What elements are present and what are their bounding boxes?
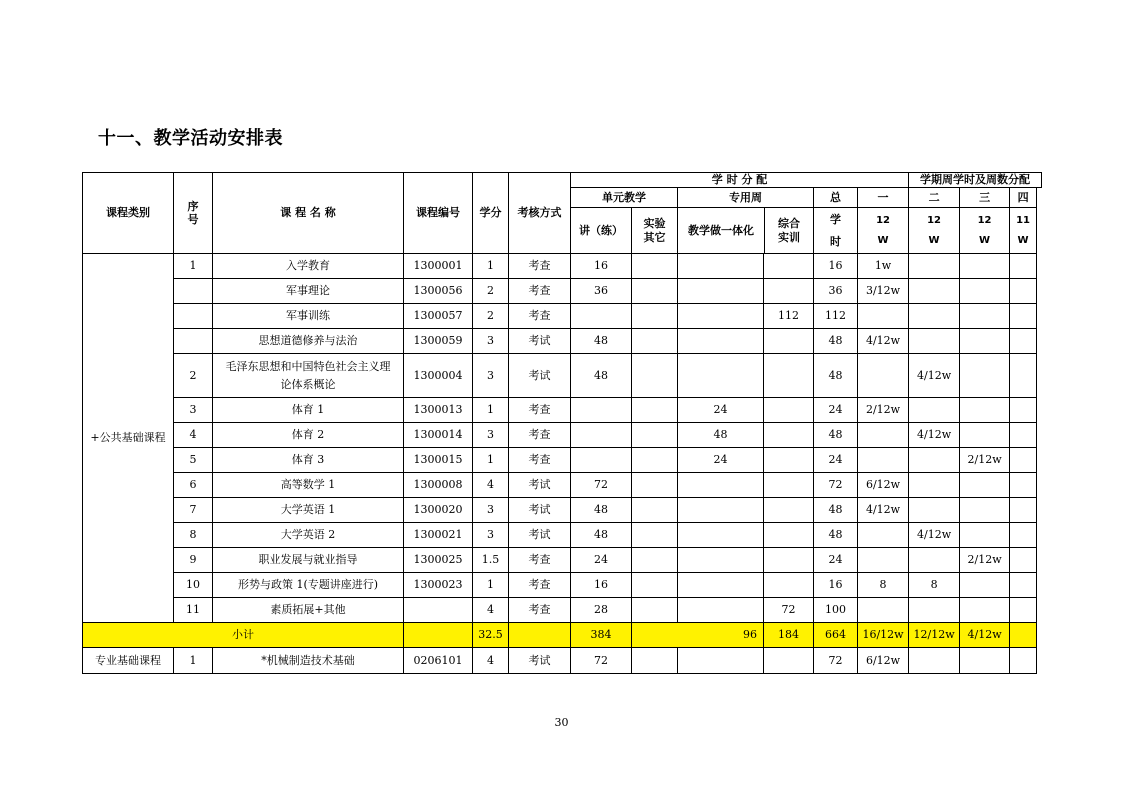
cell-total: 16 — [814, 573, 858, 598]
header-weeks-1: 12 W — [858, 208, 909, 254]
cell-sem2: 4/12w — [909, 354, 960, 398]
cell-credit: 4 — [473, 648, 509, 674]
cell-credit: 3 — [473, 498, 509, 523]
cell-exam: 考查 — [509, 279, 571, 304]
cell-code: 1300057 — [404, 304, 473, 329]
cell-sem4 — [1010, 473, 1037, 498]
cell-sem1: 6/12w — [858, 473, 909, 498]
cell-lecture: 16 — [571, 573, 632, 598]
cell-comp — [764, 498, 814, 523]
cell-credit: 3 — [473, 423, 509, 448]
cell-sem2 — [909, 598, 960, 623]
cell-sem3 — [960, 648, 1010, 674]
cell-credit: 1 — [473, 254, 509, 279]
subtotal-sem4 — [1010, 623, 1037, 648]
cell-seq — [174, 304, 213, 329]
cell-lecture: 72 — [571, 473, 632, 498]
cell-sem4 — [1010, 398, 1037, 423]
cell-sem4 — [1010, 254, 1037, 279]
cell-lab — [632, 423, 678, 448]
header-special-week: 专用周 — [678, 188, 814, 208]
cell-integrated — [678, 329, 764, 354]
cell-credit: 1.5 — [473, 548, 509, 573]
header-integrated: 教学做一体化 — [678, 208, 765, 253]
cell-exam: 考试 — [509, 523, 571, 548]
cell-sem1 — [858, 548, 909, 573]
cell-sem1 — [858, 448, 909, 473]
cell-seq: 9 — [174, 548, 213, 573]
cell-sem2 — [909, 398, 960, 423]
cell-credit: 3 — [473, 523, 509, 548]
subtotal-sem3: 4/12w — [960, 623, 1010, 648]
cell-total: 48 — [814, 329, 858, 354]
cell-code: 1300025 — [404, 548, 473, 573]
cell-comp — [764, 423, 814, 448]
cell-sem4 — [1010, 598, 1037, 623]
cell-sem1: 8 — [858, 573, 909, 598]
cell-lab — [632, 279, 678, 304]
cell-sem4 — [1010, 548, 1037, 573]
header-total-top: 总 — [814, 188, 858, 208]
cell-lab — [632, 598, 678, 623]
cell-comp — [764, 448, 814, 473]
cell-name: 体育 2 — [213, 423, 404, 448]
cell-seq: 1 — [174, 254, 213, 279]
cell-exam: 考试 — [509, 329, 571, 354]
cell-integrated: 24 — [678, 448, 764, 473]
cell-name: 军事训练 — [213, 304, 404, 329]
cell-comp — [764, 648, 814, 674]
cell-comp — [764, 473, 814, 498]
cell-sem1 — [858, 354, 909, 398]
cell-exam: 考查 — [509, 398, 571, 423]
cell-sem2 — [909, 304, 960, 329]
header-seq: 序 号 — [174, 173, 213, 254]
cell-name: 高等数学 1 — [213, 473, 404, 498]
table-row — [83, 598, 1042, 623]
cell-exam: 考查 — [509, 254, 571, 279]
page-title: 十一、教学活动安排表 — [98, 128, 283, 149]
subtotal-credit: 32.5 — [473, 623, 509, 648]
cell-sem3 — [960, 598, 1010, 623]
cell-lab — [632, 523, 678, 548]
cell-sem1 — [858, 304, 909, 329]
cell-credit: 4 — [473, 473, 509, 498]
cell-integrated — [678, 254, 764, 279]
cell-sem3 — [960, 423, 1010, 448]
cell-comp — [764, 573, 814, 598]
cell-code: 1300015 — [404, 448, 473, 473]
cell-credit: 3 — [473, 329, 509, 354]
cell-code: 1300013 — [404, 398, 473, 423]
cell-sem4 — [1010, 423, 1037, 448]
table-row — [83, 648, 1042, 674]
cell-sem4 — [1010, 279, 1037, 304]
subtotal-exam — [509, 623, 571, 648]
cell-comp: 112 — [764, 304, 814, 329]
header-sem4: 四 — [1010, 188, 1037, 208]
table-row — [83, 573, 1042, 598]
subtotal-lecture: 384 — [571, 623, 632, 648]
cell-lecture — [571, 448, 632, 473]
cell-seq — [174, 279, 213, 304]
cell-comp: 72 — [764, 598, 814, 623]
header-credit: 学分 — [473, 173, 509, 254]
cell-seq: 4 — [174, 423, 213, 448]
cell-credit: 1 — [473, 448, 509, 473]
cell-integrated — [678, 498, 764, 523]
cell-sem4 — [1010, 648, 1037, 674]
cell-lab — [632, 448, 678, 473]
subtotal-total: 664 — [814, 623, 858, 648]
header-sem1: 一 — [858, 188, 909, 208]
cell-exam: 考查 — [509, 448, 571, 473]
cell-lecture: 28 — [571, 598, 632, 623]
cell-sem1 — [858, 523, 909, 548]
cell-credit: 2 — [473, 279, 509, 304]
cell-sem3: 2/12w — [960, 448, 1010, 473]
cell-exam: 考查 — [509, 573, 571, 598]
cell-name: 毛泽东思想和中国特色社会主义理 论体系概论 — [213, 354, 404, 398]
cell-seq: 1 — [174, 648, 213, 674]
cell-sem2 — [909, 279, 960, 304]
cell-sem1: 4/12w — [858, 329, 909, 354]
cell-sem4 — [1010, 498, 1037, 523]
cell-seq: 8 — [174, 523, 213, 548]
subtotal-integrated: 96 — [632, 623, 764, 648]
cell-code: 1300059 — [404, 329, 473, 354]
cell-sem3 — [960, 354, 1010, 398]
cell-name: *机械制造技术基础 — [213, 648, 404, 674]
header-integrated-comp — [678, 208, 814, 254]
cell-code: 1300004 — [404, 354, 473, 398]
table-row — [83, 354, 1042, 398]
cell-code: 1300056 — [404, 279, 473, 304]
cell-sem3: 2/12w — [960, 548, 1010, 573]
cell-sem1: 3/12w — [858, 279, 909, 304]
cell-lecture — [571, 304, 632, 329]
cell-lab — [632, 573, 678, 598]
cell-lecture: 36 — [571, 279, 632, 304]
cell-name: 思想道德修养与法治 — [213, 329, 404, 354]
cell-sem3 — [960, 398, 1010, 423]
cell-lab — [632, 329, 678, 354]
cell-total: 36 — [814, 279, 858, 304]
cell-sem4 — [1010, 573, 1037, 598]
table-row — [83, 523, 1042, 548]
cell-name: 职业发展与就业指导 — [213, 548, 404, 573]
table-row — [83, 254, 1042, 279]
cell-sem3 — [960, 279, 1010, 304]
cell-sem2 — [909, 448, 960, 473]
cell-lab — [632, 548, 678, 573]
cell-credit: 4 — [473, 598, 509, 623]
cell-comp — [764, 254, 814, 279]
cell-sem1 — [858, 423, 909, 448]
cell-name: 形势与政策 1(专题讲座进行) — [213, 573, 404, 598]
cell-code: 1300001 — [404, 254, 473, 279]
cell-sem3 — [960, 304, 1010, 329]
category-public-basic: +公共基础课程 — [83, 254, 174, 623]
cell-integrated — [678, 548, 764, 573]
cell-integrated — [678, 279, 764, 304]
cell-name: 体育 3 — [213, 448, 404, 473]
cell-integrated — [678, 354, 764, 398]
cell-exam: 考查 — [509, 304, 571, 329]
cell-integrated — [678, 598, 764, 623]
cell-credit: 1 — [473, 573, 509, 598]
header-lecture: 讲（练） — [571, 208, 632, 254]
cell-exam: 考查 — [509, 548, 571, 573]
cell-name: 军事理论 — [213, 279, 404, 304]
header-sem3: 三 — [960, 188, 1010, 208]
cell-name: 大学英语 1 — [213, 498, 404, 523]
subtotal-label: 小计 — [83, 623, 404, 648]
cell-sem3 — [960, 329, 1010, 354]
header-total: 学 时 — [814, 208, 858, 254]
cell-name: 体育 1 — [213, 398, 404, 423]
cell-sem3 — [960, 254, 1010, 279]
cell-sem3 — [960, 573, 1010, 598]
cell-lab — [632, 648, 678, 674]
cell-integrated — [678, 523, 764, 548]
header-unit-teaching: 单元教学 — [571, 188, 678, 208]
cell-lecture — [571, 398, 632, 423]
cell-sem2 — [909, 254, 960, 279]
cell-lecture: 72 — [571, 648, 632, 674]
cell-sem2: 4/12w — [909, 423, 960, 448]
header-weeks-2: 12 W — [909, 208, 960, 254]
table-row — [83, 548, 1042, 573]
cell-comp — [764, 548, 814, 573]
cell-sem1: 1w — [858, 254, 909, 279]
subtotal-row — [83, 623, 1042, 648]
cell-sem3 — [960, 498, 1010, 523]
cell-sem4 — [1010, 354, 1037, 398]
header-exam: 考核方式 — [509, 173, 571, 254]
cell-lecture: 48 — [571, 329, 632, 354]
header-weeks-4: 11 W — [1010, 208, 1037, 254]
cell-code: 1300021 — [404, 523, 473, 548]
cell-lab — [632, 398, 678, 423]
cell-lecture: 16 — [571, 254, 632, 279]
cell-name: 入学教育 — [213, 254, 404, 279]
cell-sem4 — [1010, 304, 1037, 329]
cell-name: 素质拓展+其他 — [213, 598, 404, 623]
cell-lecture: 48 — [571, 354, 632, 398]
cell-seq: 5 — [174, 448, 213, 473]
cell-sem2: 8 — [909, 573, 960, 598]
category-professional-basic: 专业基础课程 — [83, 648, 174, 674]
cell-code — [404, 598, 473, 623]
cell-seq: 7 — [174, 498, 213, 523]
cell-lab — [632, 498, 678, 523]
cell-sem2 — [909, 498, 960, 523]
cell-total: 48 — [814, 498, 858, 523]
cell-sem1: 2/12w — [858, 398, 909, 423]
cell-seq — [174, 329, 213, 354]
table-row — [83, 304, 1042, 329]
cell-exam: 考试 — [509, 354, 571, 398]
table-row — [83, 423, 1042, 448]
cell-sem1 — [858, 598, 909, 623]
table-row — [83, 329, 1042, 354]
cell-exam: 考试 — [509, 498, 571, 523]
header-course-code: 课程编号 — [404, 173, 473, 254]
cell-exam: 考查 — [509, 423, 571, 448]
cell-sem2: 4/12w — [909, 523, 960, 548]
cell-code: 1300023 — [404, 573, 473, 598]
header-semester-alloc: 学期周学时及周数分配 — [909, 173, 1042, 188]
cell-lecture — [571, 423, 632, 448]
cell-credit: 3 — [473, 354, 509, 398]
table-row — [83, 398, 1042, 423]
cell-comp — [764, 279, 814, 304]
cell-total: 16 — [814, 254, 858, 279]
cell-code: 1300014 — [404, 423, 473, 448]
cell-seq: 2 — [174, 354, 213, 398]
cell-exam: 考试 — [509, 648, 571, 674]
table-row — [83, 498, 1042, 523]
cell-integrated: 48 — [678, 423, 764, 448]
cell-comp — [764, 354, 814, 398]
cell-total: 100 — [814, 598, 858, 623]
cell-lecture: 48 — [571, 498, 632, 523]
header-category: 课程类别 — [83, 173, 174, 254]
cell-seq: 11 — [174, 598, 213, 623]
table-row — [83, 279, 1042, 304]
cell-code: 0206101 — [404, 648, 473, 674]
header-lab: 实验 其它 — [632, 208, 678, 254]
subtotal-comp: 184 — [764, 623, 814, 648]
cell-total: 48 — [814, 423, 858, 448]
cell-sem4 — [1010, 329, 1037, 354]
cell-credit: 1 — [473, 398, 509, 423]
header-course-name: 课 程 名 称 — [213, 173, 404, 254]
cell-lab — [632, 304, 678, 329]
cell-total: 48 — [814, 354, 858, 398]
cell-integrated — [678, 573, 764, 598]
header-hours-alloc: 学 时 分 配 — [571, 173, 909, 188]
cell-sem2 — [909, 548, 960, 573]
subtotal-code — [404, 623, 473, 648]
cell-sem4 — [1010, 448, 1037, 473]
cell-sem1: 4/12w — [858, 498, 909, 523]
cell-total: 24 — [814, 548, 858, 573]
cell-code: 1300008 — [404, 473, 473, 498]
subtotal-sem2: 12/12w — [909, 623, 960, 648]
cell-exam: 考试 — [509, 473, 571, 498]
cell-name: 大学英语 2 — [213, 523, 404, 548]
cell-comp — [764, 329, 814, 354]
cell-total: 24 — [814, 448, 858, 473]
cell-integrated — [678, 304, 764, 329]
cell-integrated — [678, 473, 764, 498]
cell-integrated — [678, 648, 764, 674]
cell-integrated: 24 — [678, 398, 764, 423]
cell-sem2 — [909, 648, 960, 674]
table-row — [83, 473, 1042, 498]
header-comp: 综合 实训 — [778, 217, 800, 244]
subtotal-sem1: 16/12w — [858, 623, 909, 648]
cell-lab — [632, 254, 678, 279]
cell-total: 112 — [814, 304, 858, 329]
cell-total: 24 — [814, 398, 858, 423]
cell-code: 1300020 — [404, 498, 473, 523]
cell-total: 48 — [814, 523, 858, 548]
table-row — [83, 448, 1042, 473]
cell-comp — [764, 523, 814, 548]
cell-lab — [632, 473, 678, 498]
cell-lecture: 48 — [571, 523, 632, 548]
cell-exam: 考查 — [509, 598, 571, 623]
cell-sem4 — [1010, 523, 1037, 548]
cell-sem2 — [909, 473, 960, 498]
cell-seq: 6 — [174, 473, 213, 498]
cell-sem2 — [909, 329, 960, 354]
cell-lab — [632, 354, 678, 398]
cell-total: 72 — [814, 473, 858, 498]
cell-sem3 — [960, 523, 1010, 548]
header-sem2: 二 — [909, 188, 960, 208]
cell-comp — [764, 398, 814, 423]
header-weeks-3: 12 W — [960, 208, 1010, 254]
cell-total: 72 — [814, 648, 858, 674]
cell-credit: 2 — [473, 304, 509, 329]
page-number: 30 — [554, 716, 569, 729]
cell-seq: 3 — [174, 398, 213, 423]
cell-lecture: 24 — [571, 548, 632, 573]
cell-sem1: 6/12w — [858, 648, 909, 674]
cell-seq: 10 — [174, 573, 213, 598]
schedule-table — [82, 172, 1042, 674]
cell-sem3 — [960, 473, 1010, 498]
